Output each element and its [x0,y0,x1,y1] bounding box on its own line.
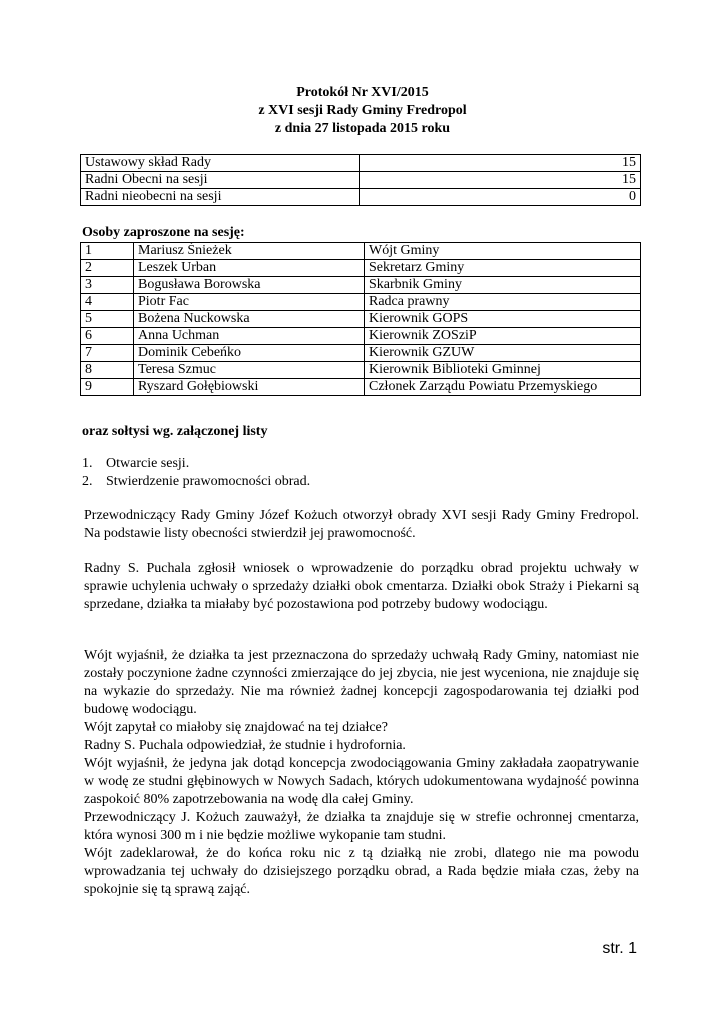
guest-number: 4 [81,294,134,311]
paragraph-explanation: Wójt wyjaśnił, że działka ta jest przeznaczona do sprzedaży uchwałą Rady Gminy, natomiast nie zostały poczynione żadne czynności zmierzające do jej zbycia, nie jest wyceniona, nie znajduje się na wykazie do sprzedaży. Nie ma również żadnej koncepcji zagospodarowania tej działki pod budowę wodociągu. [84,648,639,717]
guest-role: Radca prawny [365,294,641,311]
guest-number: 1 [81,243,134,260]
table-row [81,277,641,294]
guest-number: 8 [81,362,134,379]
guest-name: Dominik Cebeńko [134,345,365,362]
table-row [81,328,641,345]
table-row [81,379,641,396]
paragraph-answer: Radny S. Puchala odpowiedział, że studnie i hydrofornia. [84,738,406,753]
guest-number: 7 [81,345,134,362]
guest-name: Bożena Nuckowska [134,311,365,328]
table-row [81,294,641,311]
guests-table [80,242,641,396]
agenda-number: 2. [82,474,93,489]
title-line-2: z XVI sesji Rady Gminy Fredropol [258,103,467,118]
table-row [81,260,641,277]
guest-role: Członek Zarządu Powiatu Przemyskiego [365,379,641,396]
document-title [0,84,725,138]
guest-role: Kierownik GOPS [365,311,641,328]
guest-role: Sekretarz Gminy [365,260,641,277]
title-line-1: Protokół Nr XVI/2015 [296,85,429,100]
guests-heading: Osoby zaproszone na sesję: [82,225,245,240]
summary-label: Ustawowy skład Rady [81,155,360,172]
summary-value: 15 [360,172,641,189]
guest-number: 6 [81,328,134,345]
guest-role: Kierownik GZUW [365,345,641,362]
soltysi-note: oraz sołtysi wg. załączonej listy [82,424,268,439]
table-row [81,155,641,172]
guest-role: Kierownik ZOSziP [365,328,641,345]
guest-name: Bogusława Borowska [134,277,365,294]
list-item [82,455,310,473]
attendance-summary-table [80,154,641,206]
guest-role: Skarbnik Gminy [365,277,641,294]
summary-label: Radni nieobecni na sesji [81,189,360,206]
guest-role: Wójt Gminy [365,243,641,260]
summary-value: 0 [360,189,641,206]
guest-name: Ryszard Gołębiowski [134,379,365,396]
discussion-block [84,647,639,899]
agenda-text: Otwarcie sesji. [106,456,190,471]
agenda-list [82,455,310,491]
guest-number: 2 [81,260,134,277]
guest-name: Mariusz Śnieżek [134,243,365,260]
paragraph-declaration: Wójt zadeklarował, że do końca roku nic z tą działką nie zrobi, dlatego nie ma powodu wprowadzania tej uchwały do dzisiejszego porządku obrad, a Rada będzie miała czas, żeby na spokojnie się tą sprawą zająć. [84,846,639,897]
guest-number: 3 [81,277,134,294]
table-row [81,189,641,206]
guest-name: Teresa Szmuc [134,362,365,379]
guest-number: 9 [81,379,134,396]
paragraph-zone: Przewodniczący J. Kożuch zauważył, że działka ta znajduje się w strefie ochronnej cmentarza, która wynosi 300 m i nie będzie możliwe wykopanie tam studni. [84,810,639,843]
summary-value: 15 [360,155,641,172]
agenda-number: 1. [82,456,93,471]
page-number: str. 1 [602,940,637,957]
paragraph-concept: Wójt wyjaśnił, że jedyna jak dotąd koncepcja zwodociągowania Gminy zakładała zaopatrywanie w wodę ze studni głębinowych w Nowych Sadach, których udokumentowana wydajność powinna zaspokoić 80% zapotrzebowania na wodę dla całej Gminy. [84,756,639,807]
guest-name: Piotr Fac [134,294,365,311]
list-item [82,473,310,491]
guest-name: Leszek Urban [134,260,365,277]
table-row [81,243,641,260]
table-row [81,345,641,362]
paragraph-question: Wójt zapytał co miałoby się znajdować na tej działce? [84,720,388,735]
table-row [81,362,641,379]
agenda-text: Stwierdzenie prawomocności obrad. [106,474,311,489]
table-row [81,172,641,189]
table-row [81,311,641,328]
guest-role: Kierownik Biblioteki Gminnej [365,362,641,379]
paragraph-motion: Radny S. Puchala zgłosił wniosek o wprowadzenie do porządku obrad projektu uchwały w sprawie uchylenia uchwały o sprzedaży działki obok cmentarza. Działki obok Straży i Piekarni są sprzedane, działka ta miałaby być pozostawiona pod potrzeby budowy wodociągu. [84,561,639,612]
summary-label: Radni Obecni na sesji [81,172,360,189]
guest-number: 5 [81,311,134,328]
guest-name: Anna Uchman [134,328,365,345]
title-line-3: z dnia 27 listopada 2015 roku [274,121,451,136]
paragraph-opening: Przewodniczący Rady Gminy Józef Kożuch otworzył obrady XVI sesji Rady Gminy Fredropol. Na podstawie listy obecności stwierdził jej prawomocność. [84,508,639,541]
